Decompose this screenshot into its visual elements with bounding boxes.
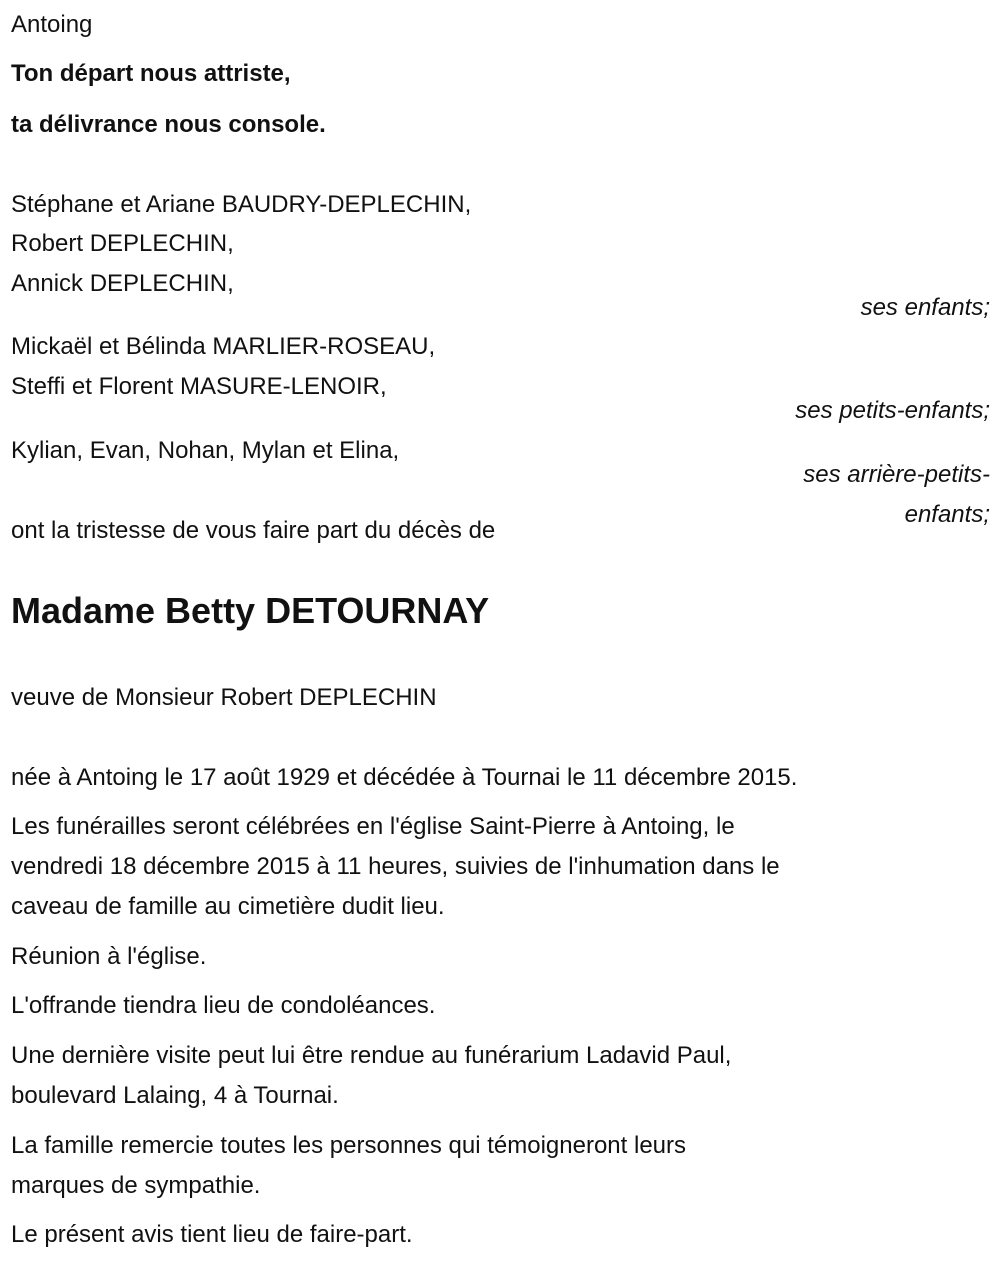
children-label: ses enfants; <box>860 294 990 321</box>
funeral-line: Les funérailles seront célébrées en l'église Saint-Pierre à Antoing, le <box>11 813 735 840</box>
grandchildren-line: Steffi et Florent MASURE-LENOIR, <box>11 373 387 400</box>
location: Antoing <box>11 11 93 38</box>
closing: Le présent avis tient lieu de faire-part. <box>11 1221 413 1248</box>
offering: L'offrande tiendra lieu de condoléances. <box>11 992 436 1019</box>
great-grandchildren-label: enfants; <box>904 501 990 528</box>
grandchildren-label: ses petits-enfants; <box>795 397 990 424</box>
great-grandchildren-line: Kylian, Evan, Nohan, Mylan et Elina, <box>11 437 400 464</box>
funeral-line: caveau de famille au cimetière dudit lieu. <box>11 893 445 920</box>
deceased-name: Madame Betty DETOURNAY <box>11 590 490 631</box>
children-line: Annick DEPLECHIN, <box>11 270 234 297</box>
meeting: Réunion à l'église. <box>11 943 207 970</box>
widow-of: veuve de Monsieur Robert DEPLECHIN <box>11 684 437 711</box>
funeral-line: vendredi 18 décembre 2015 à 11 heures, suivies de l'inhumation dans le <box>11 853 780 880</box>
birth-death: née à Antoing le 17 août 1929 et décédée à Tournai le 11 décembre 2015. <box>11 764 798 791</box>
visit-line: boulevard Lalaing, 4 à Tournai. <box>11 1082 339 1109</box>
great-grandchildren-label: ses arrière-petits- <box>803 461 990 488</box>
children-line: Robert DEPLECHIN, <box>11 230 234 257</box>
verse-line: ta délivrance nous console. <box>11 111 326 138</box>
verse-line: Ton départ nous attriste, <box>11 60 291 87</box>
thanks-line: marques de sympathie. <box>11 1172 261 1199</box>
announcement: ont la tristesse de vous faire part du décès de <box>11 517 496 544</box>
thanks-line: La famille remercie toutes les personnes qui témoigneront leurs <box>11 1132 687 1159</box>
children-line: Stéphane et Ariane BAUDRY-DEPLECHIN, <box>11 191 472 218</box>
visit-line: Une dernière visite peut lui être rendue au funérarium Ladavid Paul, <box>11 1042 732 1069</box>
grandchildren-line: Mickaël et Bélinda MARLIER-ROSEAU, <box>11 333 436 360</box>
